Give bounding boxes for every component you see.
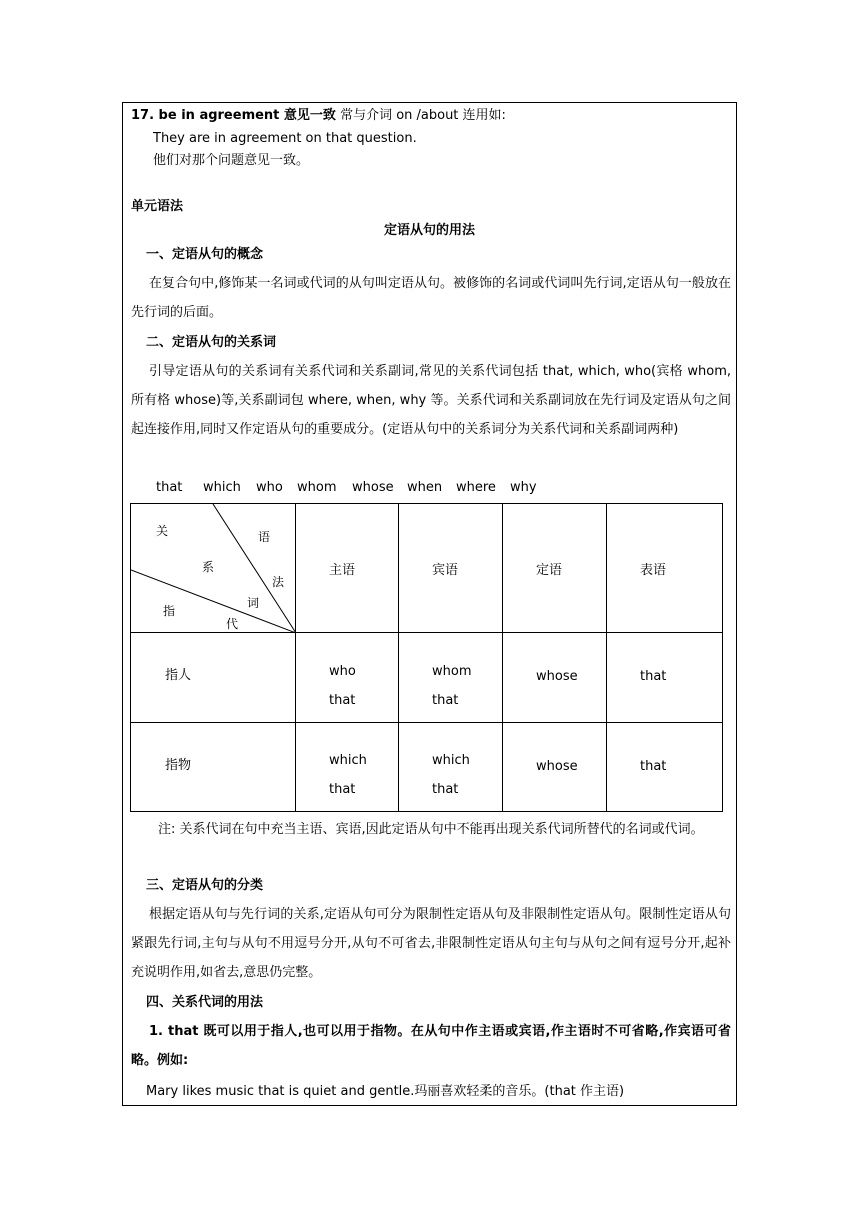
row-label-thing: 指物 [131, 723, 296, 812]
cell-value: that [329, 782, 356, 797]
table-cell [399, 633, 503, 723]
table-cell [503, 633, 607, 723]
cell-value: whom [432, 663, 472, 679]
s2-word-whom: whom [297, 480, 337, 495]
table-header-row [131, 504, 723, 633]
unit-section-title: 单元语法 [131, 199, 184, 214]
diag-label-dai: 代 [226, 617, 239, 631]
diag-label-fa: 法 [272, 575, 285, 589]
cell-value: that [432, 692, 459, 708]
s2-word-whose: whose [352, 480, 394, 495]
unit-main-title: 定语从句的用法 [383, 223, 475, 238]
table-row [131, 723, 723, 812]
diag-label-yu: 语 [258, 530, 271, 544]
note-text: 注: 关系代词在句中充当主语、宾语,因此定语从句中不能再出现关系代词所替代的名词或代词。 [158, 822, 704, 837]
s2-word-where: where [456, 480, 496, 495]
table-cell [296, 633, 399, 723]
s4-heading: 四、关系代词的用法 [146, 995, 264, 1010]
cell-value: that [329, 692, 356, 708]
cell-value: that [640, 758, 667, 774]
item17-example-cn: 他们对那个问题意见一致。 [153, 153, 310, 168]
s2-word-that: that [156, 480, 183, 495]
s2-word-who: who [256, 480, 283, 495]
diag-label-zhi: 指 [163, 604, 176, 618]
item17-note: 常与介词 on /about 连用如: [340, 108, 506, 123]
cell-value: which [432, 753, 470, 768]
header-subject: 主语 [296, 504, 399, 633]
s2-word-when: when [407, 480, 443, 495]
s3-text: 根据定语从句与先行词的关系,定语从句可分为限制性定语从句及非限制性定语从句。限制性定语从句紧跟先行词,主句与从句不用逗号分开,从句不可省去,非限制性定语从句主句与从句之间有逗号分开,起补充说明作用,如省去,意思仍完整。 [131, 907, 731, 980]
s1-text: 在复合句中,修饰某一名词或代词的从句叫定语从句。被修饰的名词或代词叫先行词,定语从句一般放在先行词的后面。 [131, 276, 731, 320]
s4-example: Mary likes music that is quiet and gentle.玛丽喜欢轻柔的音乐。(that 作主语) [146, 1084, 625, 1099]
relative-pronoun-table [130, 503, 723, 812]
s4-point1: 1. that 既可以用于指人,也可以用于指物。在从句中作主语或宾语,作主语时不可省略,作宾语可省略。例如: [131, 1024, 731, 1068]
s2-heading: 二、定语从句的关系词 [146, 335, 277, 350]
s2-word-why: why [510, 480, 537, 495]
table-cell [399, 723, 503, 812]
table-cell [607, 723, 723, 812]
cell-value: that [432, 782, 459, 797]
row-label-person: 指人 [131, 633, 296, 723]
header-attributive: 定语 [503, 504, 607, 633]
cell-value: whose [536, 669, 578, 684]
diag-label-xi: 系 [202, 560, 215, 574]
item17-line [131, 106, 506, 126]
s1-heading: 一、定语从句的概念 [146, 247, 264, 262]
s2-word-which: which [203, 480, 241, 495]
cell-value: which [329, 753, 367, 768]
diag-label-guan: 关 [156, 524, 169, 538]
cell-value: whose [536, 758, 578, 774]
table-cell [503, 723, 607, 812]
header-object: 宾语 [399, 504, 503, 633]
diagonal-header-cell [131, 504, 296, 633]
item17-heading: 17. be in agreement 意见一致 [131, 108, 336, 123]
item17-example-en: They are in agreement on that question. [153, 131, 417, 146]
diag-label-ci: 词 [247, 596, 260, 610]
table-cell [607, 633, 723, 723]
cell-value: that [640, 669, 667, 684]
cell-value: who [329, 663, 356, 679]
header-predicative: 表语 [607, 504, 723, 633]
s2-text: 引导定语从句的关系词有关系代词和关系副词,常见的关系代词包括 that, which, who(宾格 whom,所有格 whose)等,关系副词包 where, when, why 等。关系代词和关系副词放在先行词及定语从句之间起连接作用,同时又作定语从句的重要成分。(定语从句中的关系词分为关系代词和关系副词两种) [131, 364, 731, 437]
table-cell [296, 723, 399, 812]
table-row [131, 633, 723, 723]
s3-heading: 三、定语从句的分类 [146, 878, 264, 893]
